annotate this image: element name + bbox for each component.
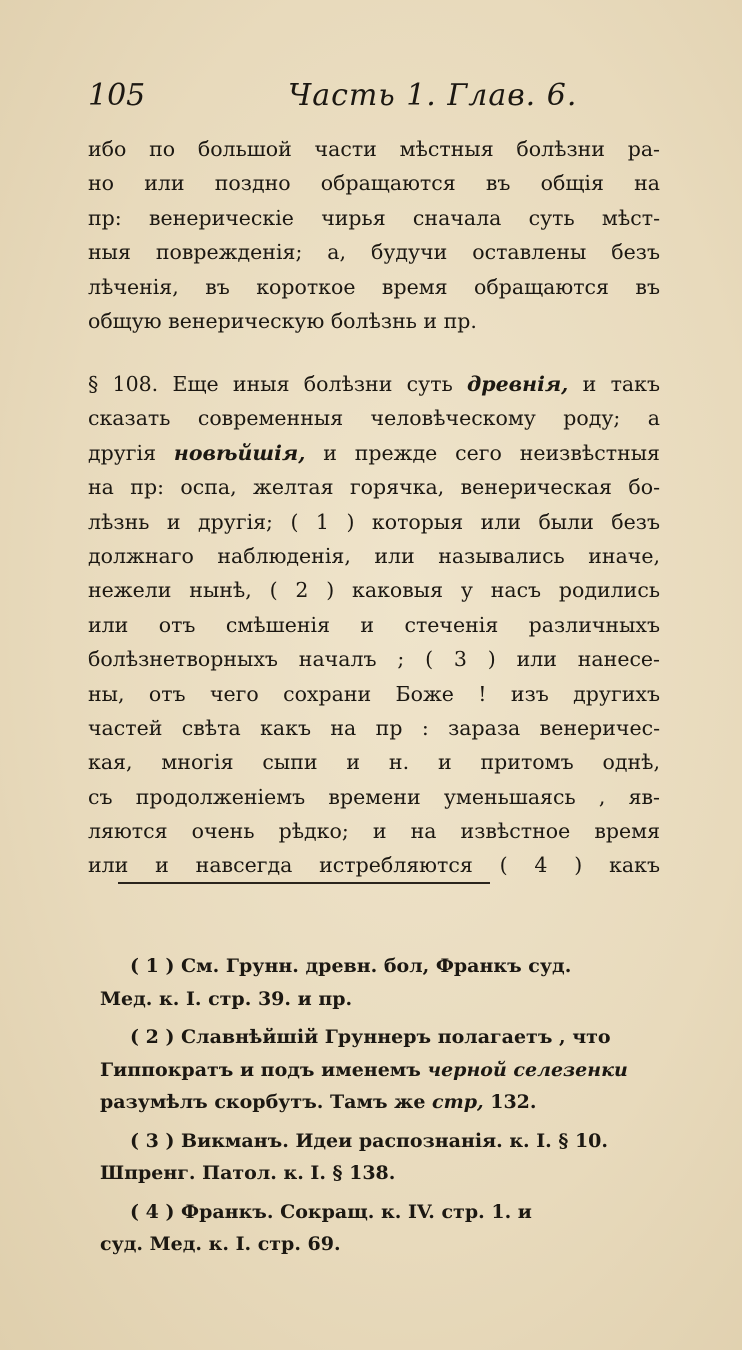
text-line: лѣченія, въ короткое время обращаются въ bbox=[88, 274, 660, 299]
text-line: на пр: оспа, желтая горячка, венерическая бо- bbox=[88, 475, 660, 500]
running-title: Часть 1. Глав. 6. bbox=[288, 78, 578, 113]
text-line: общую венерическую болѣзнь и пр. bbox=[88, 308, 477, 333]
footnote-line: Шпренг. Патол. к. I. § 138. bbox=[100, 1162, 396, 1184]
text-line: нежели нынѣ, ( 2 ) каковыя у насъ родились bbox=[88, 578, 660, 603]
emphasized-term: стр, bbox=[432, 1091, 484, 1113]
text-line: ибо по большой части мѣстныя болѣзни ра- bbox=[88, 137, 660, 161]
text-line: съ продолженіемъ времени уменьшаясь , яв- bbox=[88, 784, 660, 809]
footnote-line: суд. Мед. к. I. стр. 69. bbox=[100, 1233, 341, 1255]
text-line: ляются очень рѣдко; и на извѣстное время bbox=[88, 819, 660, 844]
text-line: кая, многія сыпи и н. и притомъ однѣ, bbox=[88, 750, 660, 775]
text-run: и прежде сего неизвѣстныя bbox=[305, 440, 660, 465]
footnote-1 bbox=[100, 950, 660, 1015]
text-line: болѣзнетворныхъ началъ ; ( 3 ) или нанесе- bbox=[88, 647, 660, 672]
emphasized-term: черной селезенки bbox=[427, 1058, 628, 1081]
footnote-line: ( 3 ) Викманъ. Идеи распознанія. к. I. § 10. bbox=[130, 1129, 609, 1152]
paragraph-continued bbox=[88, 132, 660, 338]
text-line: должнаго наблюденія, или назывались иначе, bbox=[88, 543, 660, 568]
footnote-line bbox=[100, 1054, 660, 1087]
text-line: но или поздно обращаются въ общія на bbox=[88, 171, 660, 196]
text-line: ны, отъ чего сохрани Боже ! изъ другихъ bbox=[88, 681, 660, 706]
text-line: ныя поврежденія; а, будучи оставлены безъ bbox=[88, 240, 660, 265]
footnote-line: Мед. к. I. стр. 39. и пр. bbox=[100, 987, 353, 1010]
footnote-divider bbox=[118, 882, 490, 884]
footnote-3 bbox=[100, 1125, 660, 1190]
footnote-line: ( 1 ) См. Грунн. древн. бол, Франкъ суд. bbox=[130, 955, 572, 977]
footnote-line: ( 4 ) Франкъ. Сокращ. к. IV. стр. 1. и bbox=[130, 1200, 532, 1223]
text-run: разумѣлъ скорбутъ. Тамъ же bbox=[100, 1091, 433, 1113]
text-line: сказать современныя человѣческому роду; а bbox=[88, 406, 660, 431]
paragraph-section-108 bbox=[88, 367, 660, 883]
text-line: или и навсегда истребляются ( 4 ) какъ bbox=[88, 853, 660, 878]
text-run: другія bbox=[88, 440, 174, 465]
page-number: 105 bbox=[88, 78, 146, 113]
emphasized-term: древнія, bbox=[467, 372, 569, 396]
text-run: и такъ bbox=[568, 372, 660, 396]
text-line: частей свѣта какъ на пр : зараза венеричес- bbox=[88, 715, 660, 740]
text-line bbox=[88, 367, 660, 401]
text-line: или отъ смѣшенія и стеченія различныхъ bbox=[88, 612, 660, 637]
emphasized-term: новѣйшія, bbox=[173, 440, 306, 465]
text-run: 132. bbox=[483, 1091, 537, 1113]
text-line bbox=[88, 436, 660, 470]
text-line: пр: венерическіе чирья сначала суть мѣст- bbox=[88, 205, 660, 230]
footnotes bbox=[100, 950, 660, 1267]
text-line: лѣзнь и другія; ( 1 ) которыя или были безъ bbox=[88, 509, 660, 534]
text-run: § 108. Еще иныя болѣзни суть bbox=[88, 372, 468, 396]
footnote-line: ( 2 ) Славнѣйшій Груннеръ полагаетъ , что bbox=[130, 1026, 611, 1048]
footnote-2 bbox=[100, 1021, 660, 1119]
text-run: Гиппократъ и подъ именемъ bbox=[100, 1058, 428, 1081]
page-header bbox=[88, 78, 642, 122]
footnote-line bbox=[100, 1086, 660, 1119]
footnote-4 bbox=[100, 1196, 660, 1261]
